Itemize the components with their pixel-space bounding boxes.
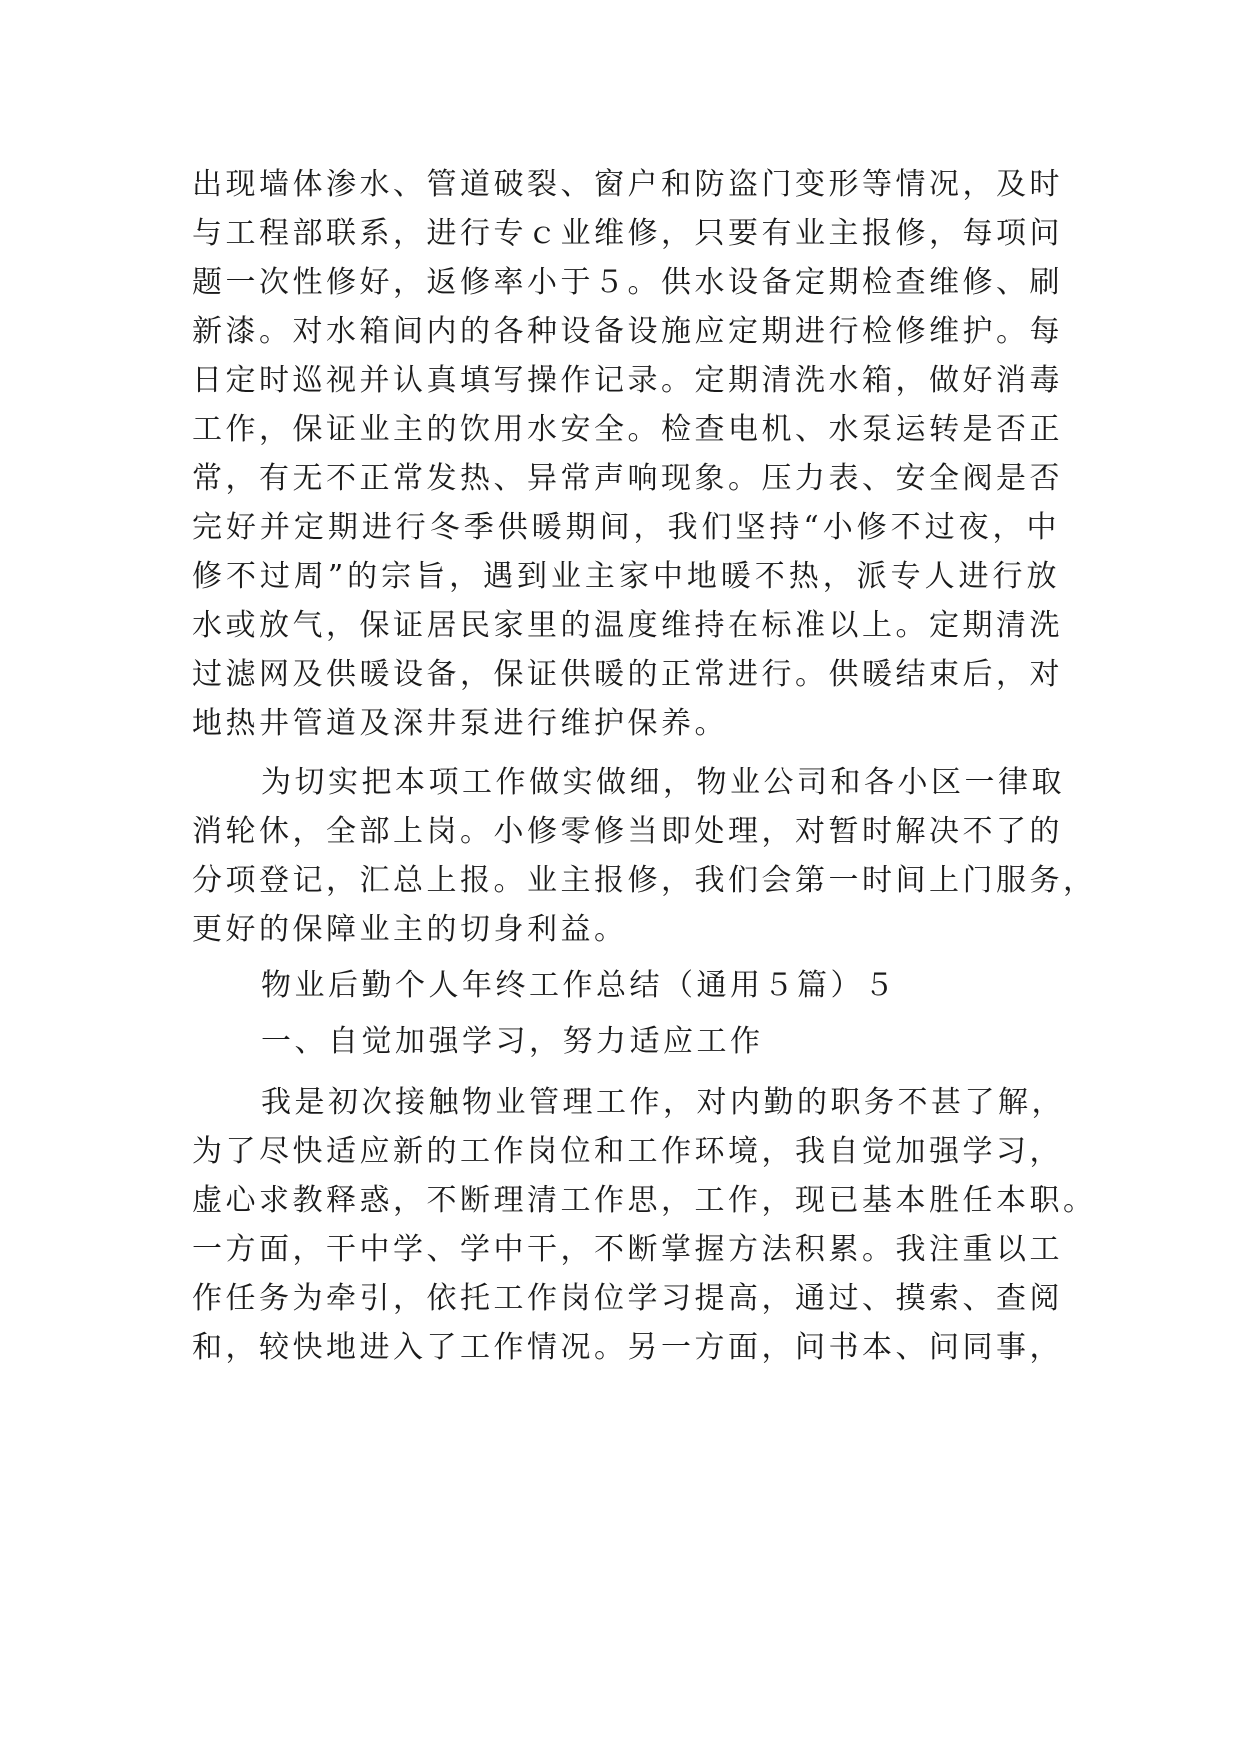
text-line: 一、自觉加强学习，努力适应工作 [261, 1024, 764, 1059]
text-line: 分项登记，汇总上报。业主报修，我们会第一时间上门服务， [192, 863, 1097, 898]
text-line: 作任务为牵引，依托工作岗位学习提高，通过、摸索、查阅 [192, 1281, 1063, 1316]
text-line: 工作，保证业主的饮用水安全。检查电机、水泵运转是否正 [192, 412, 1063, 447]
text-line: 新漆。对水箱间内的各种设备设施应定期进行检修维护。每 [192, 314, 1063, 349]
text-line: 完好并定期进行冬季供暖期间，我们坚持“小修不过夜，中 [192, 510, 1060, 545]
text-line: 和，较快地进入了工作情况。另一方面，问书本、问同事， [192, 1330, 1063, 1365]
text-line: 过滤网及供暖设备，保证供暖的正常进行。供暖结束后，对 [192, 657, 1063, 692]
section-heading [192, 1017, 1060, 1066]
text-line: 水或放气，保证居民家里的温度维持在标准以上。定期清洗 [192, 608, 1063, 643]
text-line: 与工程部联系，进行专ｃ业维修，只要有业主报修，每项问 [192, 216, 1063, 251]
text-line: 修不过周”的宗旨，遇到业主家中地暖不热，派专人进行放 [192, 559, 1060, 594]
text-line: 我是初次接触物业管理工作，对内勤的职务不甚了解， [261, 1085, 1065, 1120]
section-title [192, 961, 1060, 1010]
text-line: 更好的保障业主的切身利益。 [192, 912, 628, 947]
text-line: 一方面，干中学、学中干，不断掌握方法积累。我注重以工 [192, 1232, 1063, 1267]
text-line: 常，有无不正常发热、异常声响现象。压力表、安全阀是否 [192, 461, 1063, 496]
text-line: 日定时巡视并认真填写操作记录。定期清洗水箱，做好消毒 [192, 363, 1063, 398]
paragraph-learning [192, 1078, 1097, 1372]
paragraph-staffing [192, 758, 1097, 954]
text-line: 物业后勤个人年终工作总结（通用５篇）５ [261, 968, 898, 1003]
paragraph-maintenance [192, 160, 1063, 748]
text-line: 出现墙体渗水、管道破裂、窗户和防盗门变形等情况，及时 [192, 167, 1063, 202]
text-line: 为切实把本项工作做实做细，物业公司和各小区一律取 [261, 765, 1065, 800]
text-line: 虚心求教释惑，不断理清工作思，工作，现已基本胜任本职。 [192, 1183, 1097, 1218]
text-line: 为了尽快适应新的工作岗位和工作环境，我自觉加强学习， [192, 1134, 1063, 1169]
document-body [192, 160, 1097, 1372]
text-line: 地热井管道及深井泵进行维护保养。 [192, 706, 728, 741]
text-line: 消轮休，全部上岗。小修零修当即处理，对暂时解决不了的 [192, 814, 1063, 849]
text-line: 题一次性修好，返修率小于５。供水设备定期检查维修、刷 [192, 265, 1063, 300]
